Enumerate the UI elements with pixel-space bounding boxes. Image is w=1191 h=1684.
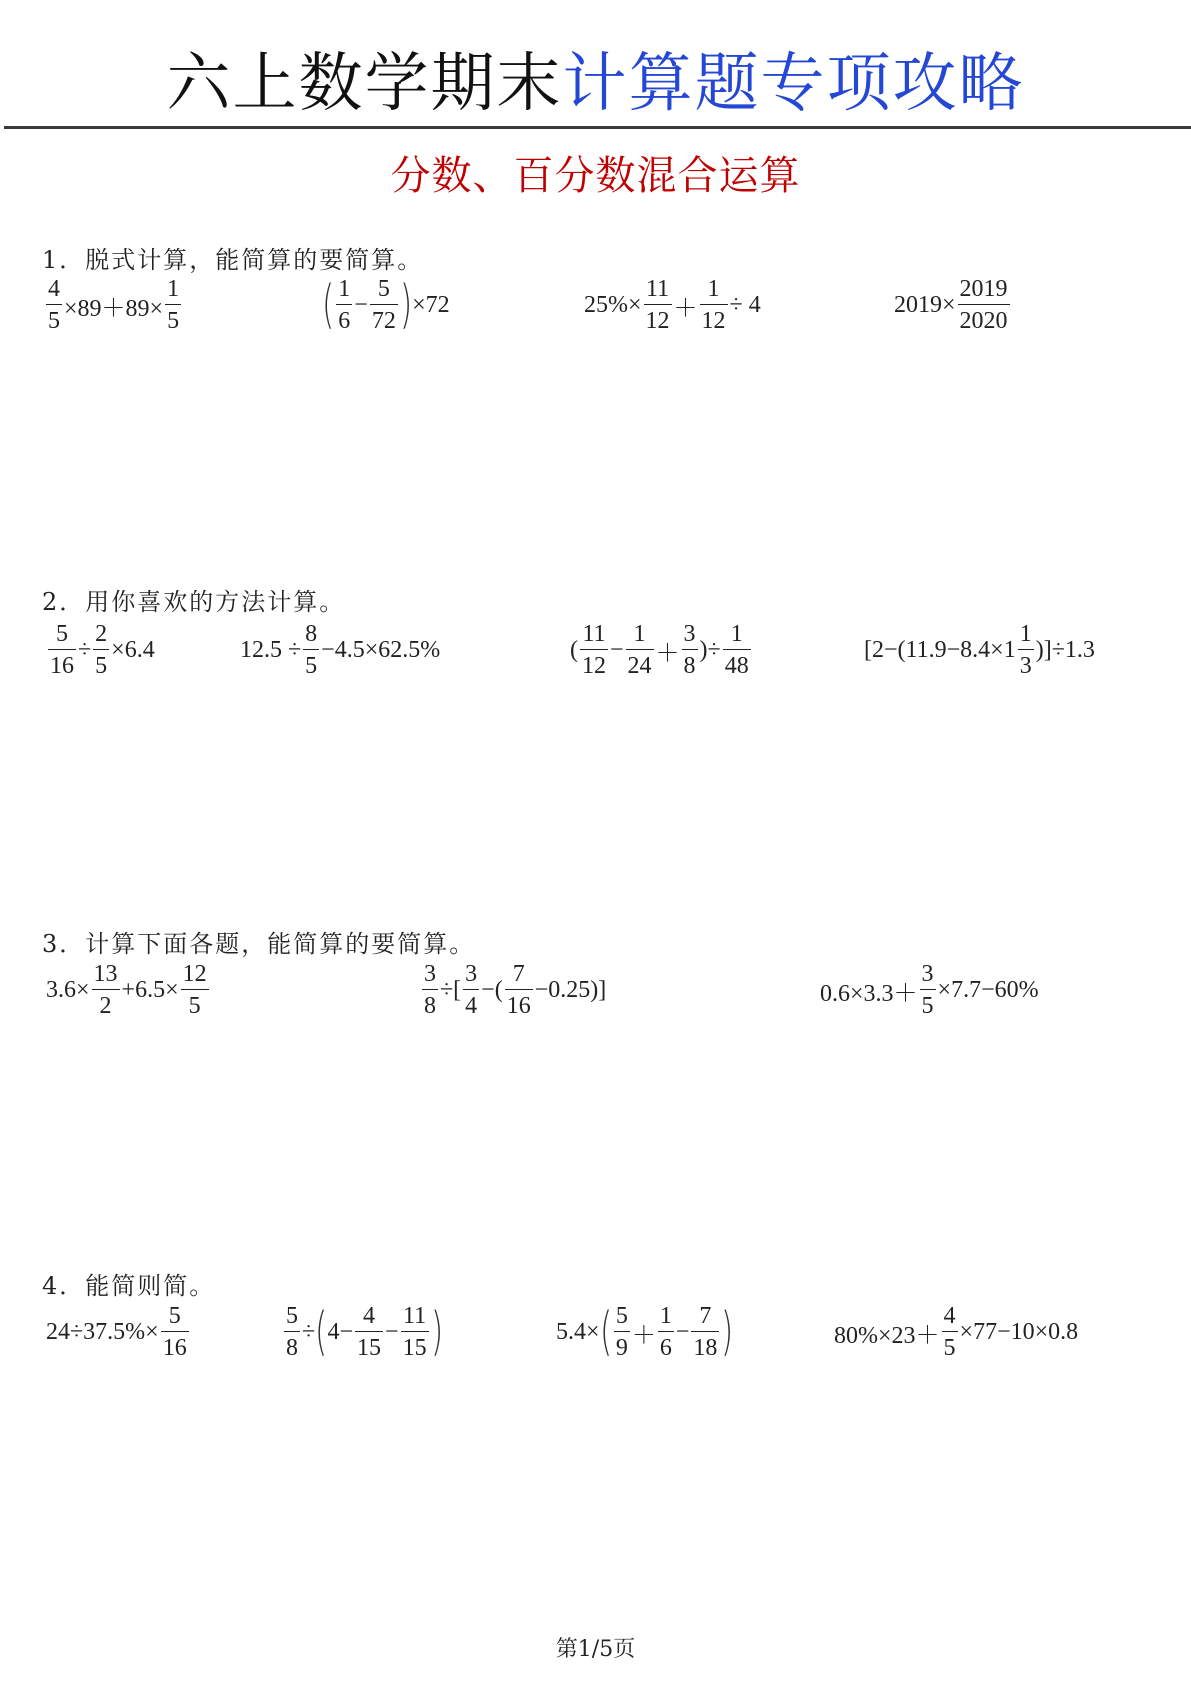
- question-heading: 2．用你喜欢的方法计算。: [42, 588, 346, 616]
- denominator: 2020: [959, 308, 1008, 335]
- numerator: 13: [93, 960, 118, 987]
- numerator: 4: [363, 1302, 376, 1329]
- expression-text: ÷[: [440, 976, 462, 1003]
- fraction: [336, 277, 352, 333]
- fraction: [644, 277, 672, 333]
- big-parenthesis: (: [315, 1302, 328, 1362]
- numerator: 4: [943, 1302, 956, 1329]
- fraction: [303, 622, 319, 678]
- math-expression: [584, 275, 761, 335]
- numerator: 8: [305, 620, 318, 647]
- math-expression: [46, 960, 211, 1020]
- expression-text: ＋: [631, 1322, 656, 1349]
- numerator: 5: [56, 620, 68, 647]
- numerator: 11: [645, 275, 670, 302]
- numerator: 3: [424, 960, 436, 987]
- title-part-black: 六上数学期末: [166, 47, 563, 121]
- denominator: 3: [1019, 653, 1032, 680]
- denominator: 5: [305, 653, 318, 680]
- expression-text: 3.6×: [46, 976, 90, 1003]
- numerator: 3: [465, 960, 478, 987]
- denominator: 2: [99, 993, 112, 1020]
- expression-text: 2019×: [894, 291, 956, 318]
- fraction: [580, 622, 608, 678]
- expression-text: −: [385, 1318, 399, 1345]
- denominator: 48: [724, 653, 749, 680]
- expression-text: ＋: [673, 295, 698, 322]
- title-divider: [4, 126, 1191, 129]
- numerator: 1: [633, 620, 646, 647]
- denominator: 5: [943, 1335, 956, 1362]
- expression-text: ×89＋89×: [64, 295, 164, 322]
- expression-text: −4.5×62.5%: [321, 636, 441, 663]
- denominator: 6: [338, 308, 351, 335]
- big-parenthesis: ): [721, 1302, 734, 1362]
- fraction: [626, 622, 654, 678]
- math-expression: [322, 275, 450, 335]
- math-expression: [820, 960, 1039, 1020]
- denominator: 15: [357, 1335, 382, 1362]
- fraction: [700, 277, 728, 333]
- fraction: [422, 962, 438, 1018]
- denominator: 5: [167, 308, 180, 335]
- subtitle: 分数、百分数混合运算: [390, 153, 801, 199]
- denominator: 9: [615, 1335, 628, 1362]
- numerator: 4: [48, 275, 60, 302]
- math-expression: [46, 620, 155, 680]
- expression-text: ×72: [412, 291, 450, 318]
- fraction: [463, 962, 479, 1018]
- page-title: [0, 44, 1191, 124]
- math-expression: [834, 1302, 1078, 1362]
- fraction: [284, 1304, 300, 1360]
- numerator: 7: [512, 960, 525, 987]
- fraction: [505, 962, 533, 1018]
- big-parenthesis: ): [399, 275, 413, 335]
- numerator: 1: [167, 275, 180, 302]
- fraction: [48, 622, 76, 678]
- numerator: 7: [699, 1302, 712, 1329]
- fraction: [165, 277, 181, 333]
- fraction: [723, 622, 751, 678]
- expression-text: −: [354, 291, 368, 318]
- numerator: 1: [707, 275, 720, 302]
- expression-text: 12.5 ÷: [240, 636, 302, 663]
- fraction: [1018, 622, 1034, 678]
- denominator: 12: [701, 308, 726, 335]
- numerator: 5: [286, 1302, 298, 1329]
- denominator: 5: [48, 308, 60, 335]
- expression-text: 0.6×3.3＋: [820, 980, 918, 1007]
- expression-text: )]÷1.3: [1035, 636, 1095, 663]
- fraction: [181, 962, 209, 1018]
- fraction: [658, 1304, 674, 1360]
- denominator: 72: [371, 308, 396, 335]
- expression-text: )÷: [699, 636, 721, 663]
- denominator: 12: [582, 653, 606, 680]
- expression-text: −0.25)]: [534, 976, 607, 1003]
- math-expression: [556, 1302, 734, 1362]
- fraction: [46, 277, 62, 333]
- title-part-blue: 计算题专项攻略: [562, 47, 1025, 121]
- expression-text: 25%×: [584, 291, 642, 318]
- fraction: [920, 962, 936, 1018]
- fraction: [942, 1304, 958, 1360]
- denominator: 16: [50, 653, 74, 680]
- expression-text: +6.5×: [121, 976, 179, 1003]
- fraction: [401, 1304, 429, 1360]
- fraction: [92, 962, 120, 1018]
- expression-text: ×7.7−60%: [937, 976, 1039, 1003]
- denominator: 6: [659, 1335, 672, 1362]
- expression-text: 80%×23＋: [834, 1322, 940, 1349]
- numerator: 2019: [959, 275, 1008, 302]
- numerator: 1: [659, 1302, 672, 1329]
- numerator: 5: [377, 275, 390, 302]
- page-number: 第1/5页: [555, 1637, 636, 1662]
- denominator: 16: [162, 1335, 187, 1362]
- expression-text: ÷: [302, 1318, 316, 1345]
- expression-text: [2−(11.9−8.4×1: [864, 636, 1016, 663]
- expression-text: ×77−10×0.8: [959, 1318, 1079, 1345]
- big-parenthesis: (: [322, 275, 335, 335]
- expression-text: ＋: [655, 640, 680, 667]
- numerator: 11: [582, 620, 606, 647]
- fraction: [93, 622, 109, 678]
- denominator: 8: [424, 993, 436, 1020]
- denominator: 8: [683, 653, 696, 680]
- numerator: 11: [403, 1302, 427, 1329]
- denominator: 15: [402, 1335, 427, 1362]
- numerator: 12: [182, 960, 207, 987]
- big-parenthesis: (: [599, 1302, 612, 1362]
- numerator: 1: [730, 620, 743, 647]
- question-heading: 1．脱式计算，能简算的要简算。: [42, 246, 424, 274]
- expression-text: (: [570, 636, 578, 663]
- denominator: 12: [645, 308, 670, 335]
- math-expression: [894, 275, 1012, 335]
- denominator: 5: [921, 993, 934, 1020]
- fraction: [370, 277, 398, 333]
- denominator: 5: [95, 653, 108, 680]
- numerator: 5: [168, 1302, 181, 1329]
- math-expression: [420, 960, 606, 1020]
- denominator: 18: [693, 1335, 718, 1362]
- expression-text: ÷: [78, 636, 92, 663]
- question-heading: 3．计算下面各题，能简算的要简算。: [42, 930, 476, 958]
- numerator: 3: [921, 960, 934, 987]
- numerator: 1: [1019, 620, 1032, 647]
- numerator: 5: [615, 1302, 628, 1329]
- expression-text: 24÷37.5%×: [46, 1318, 159, 1345]
- math-expression: [46, 1302, 191, 1362]
- math-expression: [44, 275, 183, 335]
- fraction: [355, 1304, 383, 1360]
- expression-text: ÷ 4: [729, 291, 761, 318]
- numerator: 1: [338, 275, 351, 302]
- numerator: 2: [95, 620, 108, 647]
- expression-text: 4−: [327, 1318, 354, 1345]
- denominator: 4: [465, 993, 478, 1020]
- math-expression: [864, 620, 1095, 680]
- math-expression: [240, 620, 440, 680]
- fraction: [614, 1304, 630, 1360]
- fraction: [682, 622, 698, 678]
- expression-text: −: [610, 636, 624, 663]
- expression-text: ×6.4: [111, 636, 155, 663]
- big-parenthesis: ): [430, 1302, 443, 1362]
- math-expression: [282, 1302, 443, 1362]
- math-expression: [570, 620, 753, 680]
- expression-text: −(: [481, 976, 503, 1003]
- expression-text: 5.4×: [556, 1318, 600, 1345]
- expression-text: −: [675, 1318, 690, 1345]
- numerator: 3: [683, 620, 696, 647]
- question-heading: 4．能简则简。: [42, 1272, 216, 1300]
- fraction: [161, 1304, 189, 1360]
- denominator: 16: [506, 993, 531, 1020]
- fraction: [691, 1304, 719, 1360]
- denominator: 5: [188, 993, 201, 1020]
- denominator: 8: [286, 1335, 298, 1362]
- denominator: 24: [627, 653, 652, 680]
- fraction: [958, 277, 1010, 333]
